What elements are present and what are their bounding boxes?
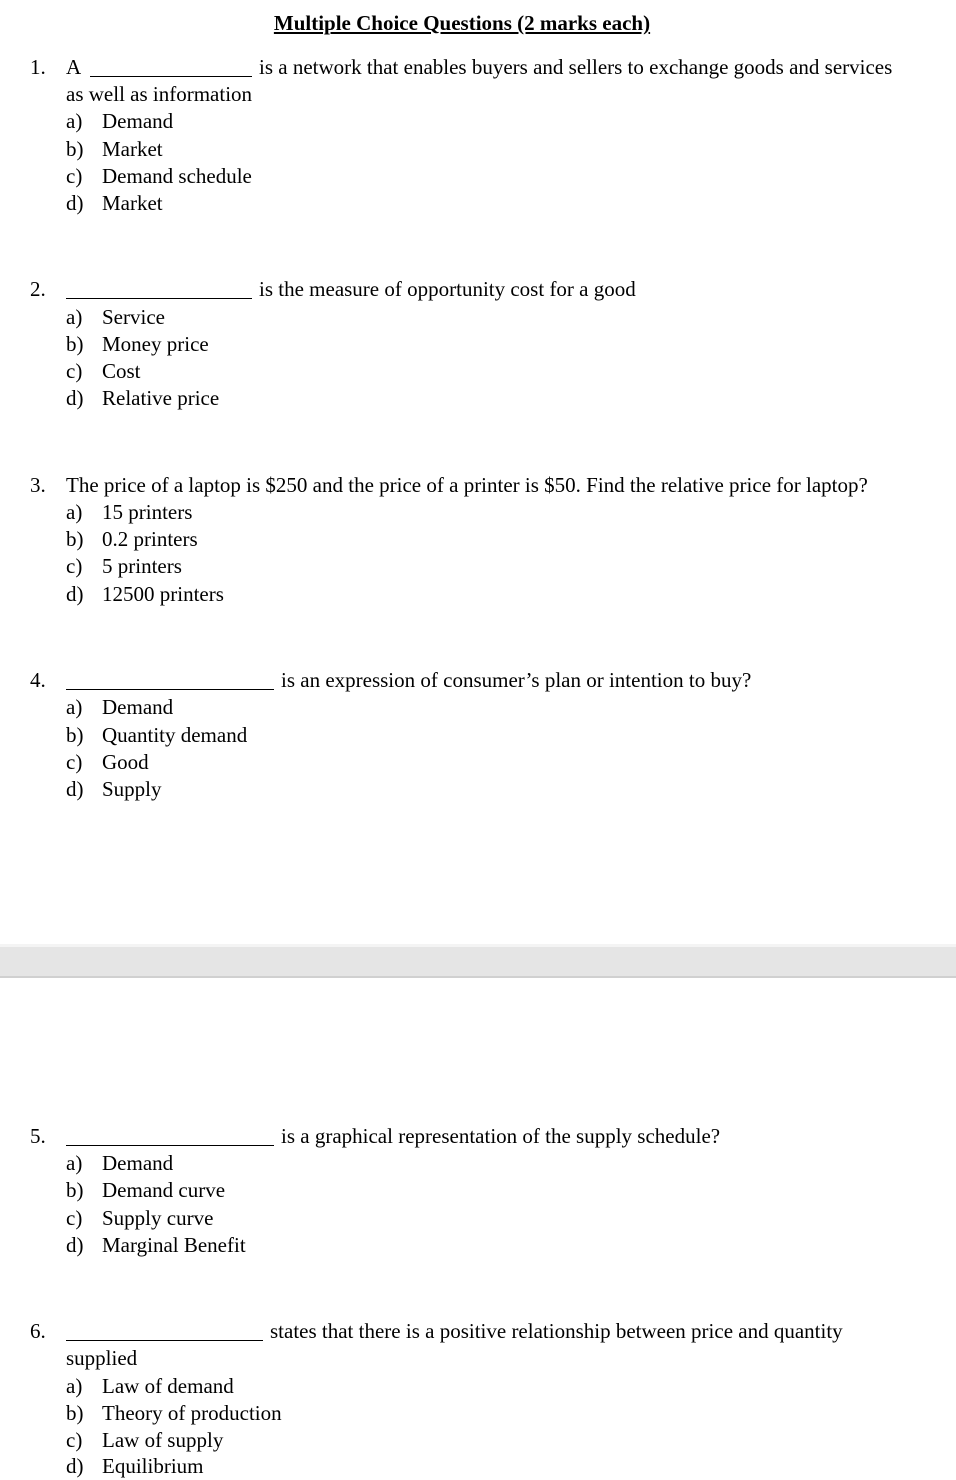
page-title: Multiple Choice Questions (2 marks each) <box>273 11 651 35</box>
question-stem: is the measure of opportunity cost for a good <box>259 277 636 301</box>
option-text: Service <box>102 305 165 329</box>
answer-blank <box>66 1322 263 1341</box>
option-letter: b) <box>66 527 84 551</box>
option-text: Marginal Benefit <box>102 1233 246 1257</box>
option-letter: d) <box>66 386 84 410</box>
option-letter: a) <box>66 1151 83 1175</box>
option-text: Market <box>102 137 163 161</box>
option-text: Law of demand <box>102 1374 234 1398</box>
question-prefix: A <box>66 55 82 79</box>
question-stem: is a network that enables buyers and sellers to exchange goods and services <box>259 55 893 79</box>
option-text: Quantity demand <box>102 723 248 747</box>
option-letter: a) <box>66 500 83 524</box>
option-text: Law of supply <box>102 1428 224 1452</box>
option-text: Cost <box>102 359 141 383</box>
option-letter: b) <box>66 723 84 747</box>
question-number: 5. <box>30 1124 46 1148</box>
answer-blank <box>90 58 252 77</box>
option-text: Equilibrium <box>102 1454 204 1478</box>
option-text: Demand curve <box>102 1178 226 1202</box>
option-letter: d) <box>66 1454 84 1478</box>
answer-blank <box>66 280 252 299</box>
question-stem-continued: supplied <box>66 1346 138 1370</box>
option-text: 5 printers <box>102 554 182 578</box>
option-letter: c) <box>66 1428 83 1452</box>
option-letter: a) <box>66 109 83 133</box>
option-letter: d) <box>66 582 84 606</box>
option-text: 0.2 printers <box>102 527 198 551</box>
option-letter: d) <box>66 777 84 801</box>
option-letter: b) <box>66 332 84 356</box>
option-text: Good <box>102 750 149 774</box>
question-stem: is an expression of consumer’s plan or intention to buy? <box>281 668 752 692</box>
option-letter: c) <box>66 164 83 188</box>
option-text: 12500 printers <box>102 582 224 606</box>
option-text: Supply <box>102 777 162 801</box>
option-letter: a) <box>66 695 83 719</box>
option-text: Demand <box>102 1151 174 1175</box>
question-stem: The price of a laptop is $250 and the price of a printer is $50. Find the relative price for laptop? <box>66 473 868 497</box>
option-text: Relative price <box>102 386 220 410</box>
option-letter: c) <box>66 359 83 383</box>
question-number: 6. <box>30 1319 46 1343</box>
option-text: Theory of production <box>102 1401 282 1425</box>
question-stem: is a graphical representation of the supply schedule? <box>281 1124 721 1148</box>
option-text: Money price <box>102 332 209 356</box>
question-stem-continued: as well as information <box>66 82 253 106</box>
answer-blank <box>66 671 274 690</box>
option-text: Market <box>102 191 163 215</box>
question-number: 3. <box>30 473 46 497</box>
option-letter: b) <box>66 137 84 161</box>
answer-blank <box>66 1127 274 1146</box>
option-text: Demand <box>102 109 174 133</box>
option-letter: a) <box>66 305 83 329</box>
option-letter: c) <box>66 554 83 578</box>
question-number: 4. <box>30 668 46 692</box>
option-text: Demand <box>102 695 174 719</box>
option-letter: d) <box>66 191 84 215</box>
option-letter: a) <box>66 1374 83 1398</box>
option-letter: b) <box>66 1178 84 1202</box>
option-letter: d) <box>66 1233 84 1257</box>
option-text: Supply curve <box>102 1206 214 1230</box>
option-letter: c) <box>66 750 83 774</box>
question-stem: states that there is a positive relationship between price and quantity <box>270 1319 843 1343</box>
question-number: 1. <box>30 55 46 79</box>
option-text: 15 printers <box>102 500 193 524</box>
option-letter: c) <box>66 1206 83 1230</box>
option-letter: b) <box>66 1401 84 1425</box>
question-number: 2. <box>30 277 46 301</box>
option-text: Demand schedule <box>102 164 252 188</box>
page-break-divider <box>0 944 956 978</box>
